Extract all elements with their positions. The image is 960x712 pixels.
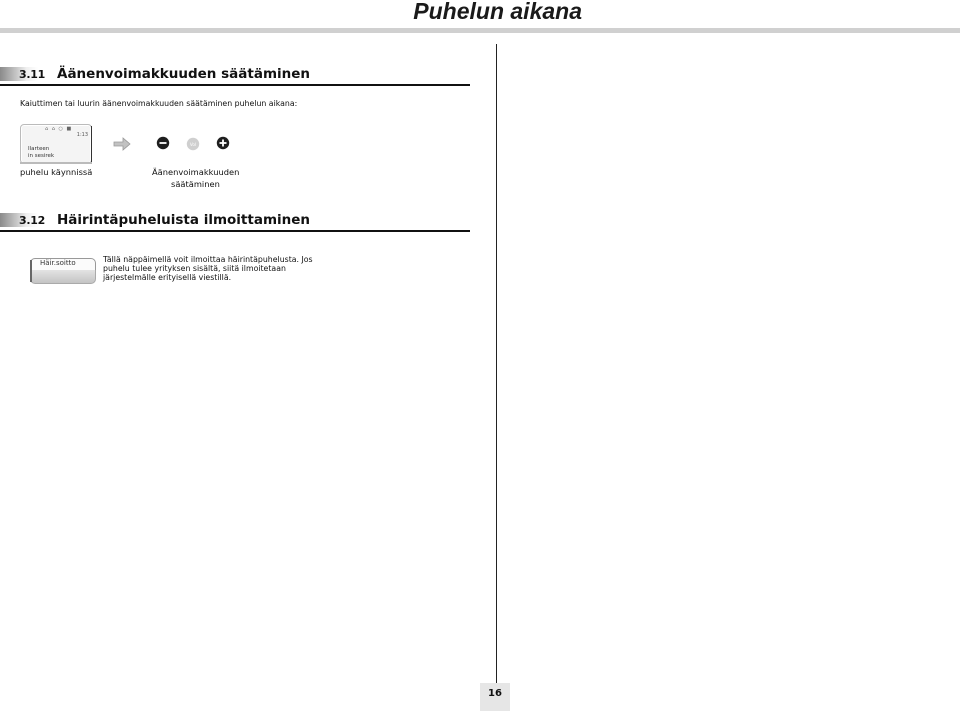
section-description-line1: Tällä näppäimellä voit ilmoittaa häirintäpuhelusta. Jos [103, 255, 313, 264]
softkey-edge [30, 260, 32, 282]
section-title: Häirintäpuheluista ilmoittaminen [57, 212, 311, 228]
volume-up-icon[interactable] [216, 136, 230, 150]
column-divider [496, 44, 497, 710]
section-number: 3.11 [19, 68, 45, 81]
section-intro-text: Kaiuttimen tai luurin äänenvoimakkuuden säätäminen puhelun aikana: [20, 99, 298, 108]
header-rule [0, 28, 960, 33]
section-rule [0, 230, 470, 232]
status-icons: ⌂ ⌂ ○ ■ [45, 126, 73, 132]
phone-screen-illustration [20, 124, 92, 164]
page-number: 16 [488, 688, 502, 699]
volume-indicator-icon [186, 137, 200, 151]
section-description-line3: järjestelmälle erityisellä viestillä. [103, 273, 232, 282]
screen-clock: 1:13 [76, 132, 88, 138]
section-title: Äänenvoimakkuuden säätäminen [57, 66, 311, 82]
screen-caller-line1: Ilarteen [28, 146, 50, 152]
section-rule [0, 84, 470, 86]
caption-volume-line1: Äänenvoimakkuuden [152, 167, 240, 177]
volume-mid-label: Vol [189, 142, 197, 147]
softkey-label: Häir.soitto [40, 259, 76, 267]
softkey-press-bar [30, 270, 96, 284]
phone-frame-base [20, 162, 92, 164]
volume-down-icon[interactable] [156, 136, 170, 150]
phone-frame-edge [91, 126, 92, 164]
section-number: 3.12 [19, 214, 45, 227]
section-description-line2: puhelu tulee yrityksen sisältä, siitä ilmoitetaan [103, 264, 286, 273]
screen-caller-line2: in sesirek [28, 153, 55, 159]
page-header-title: Puhelun aikana [413, 0, 582, 24]
caption-volume-line2: säätäminen [171, 179, 220, 189]
caption-call-in-progress: puhelu käynnissä [20, 167, 93, 177]
arrow-right-icon [113, 137, 131, 151]
